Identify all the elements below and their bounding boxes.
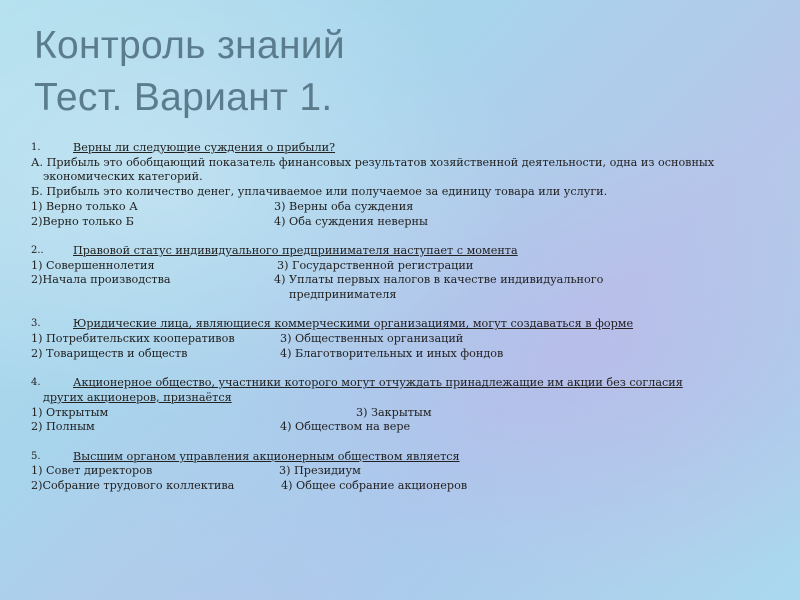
- answer-option-3: 3) Государственной регистрации: [277, 258, 474, 272]
- answer-row: [31, 215, 771, 230]
- answer-option-1: 1) Совершеннолетия: [31, 258, 155, 272]
- question-text: Верны ли следующие суждения о прибыли?: [73, 141, 336, 154]
- answer-row: [31, 273, 771, 288]
- question-3: [31, 317, 771, 332]
- answer-option-3: 3) Общественных организаций: [280, 332, 464, 346]
- question-text: Высшим органом управления акционерным обществом является: [73, 449, 460, 463]
- statement-a-continuation: экономических категорий.: [43, 170, 203, 184]
- answer-option-2: 2) Полным: [31, 420, 95, 434]
- question-number: 4.: [31, 377, 41, 389]
- answer-option-1: 1) Совет директоров: [31, 464, 153, 478]
- answer-option-3: 3) Президиум: [279, 464, 361, 478]
- answer-option-2: 2)Собрание трудового коллектива: [31, 479, 235, 493]
- slide-title: [34, 20, 345, 124]
- statement-a: А. Прибыль это обобщающий показатель финансовых результатов хозяйственной деятельности, одна из основных: [31, 155, 715, 169]
- question-5: [31, 450, 771, 465]
- answer-option-1: 1) Верно только А: [31, 199, 138, 213]
- question-text: Правовой статус индивидуального предпринимателя наступает с момента: [73, 243, 518, 257]
- answer-option-4: 4) Оба суждения неверны: [274, 214, 428, 228]
- answer-row: [31, 347, 771, 362]
- question-number: 2..: [31, 244, 44, 256]
- test-content: [31, 141, 771, 494]
- question-number: 1.: [31, 142, 41, 153]
- question-text-continuation: других акционеров, признаётся: [43, 390, 232, 404]
- answer-row: [31, 200, 771, 215]
- answer-option-3: 3) Закрытым: [356, 405, 432, 419]
- answer-option-1: 1) Потребительских кооперативов: [31, 332, 235, 346]
- answer-option-1: 1) Открытым: [31, 405, 109, 419]
- answer-option-2: 2) Товариществ и обществ: [31, 346, 188, 360]
- answer-row: [31, 259, 771, 274]
- question-number: 5.: [31, 450, 41, 462]
- question-text: Акционерное общество, участники которого могут отчуждать принадлежащие им акции без согласия: [73, 376, 683, 390]
- answer-option-3: 3) Верны оба суждения: [274, 199, 414, 213]
- answer-row: [31, 420, 771, 435]
- title-line-2: Тест. Вариант 1.: [34, 76, 333, 119]
- question-2: [31, 244, 771, 259]
- answer-row: [31, 406, 771, 421]
- answer-row: [31, 332, 771, 347]
- answer-row: [31, 479, 771, 494]
- title-line-1: Контроль знаний: [34, 24, 345, 67]
- answer-row: [31, 464, 771, 479]
- question-number: 3.: [31, 318, 41, 330]
- question-4: [31, 376, 771, 391]
- statement-b: Б. Прибыль это количество денег, уплачиваемое или получаемое за единицу товара или услуги.: [31, 185, 608, 199]
- answer-option-4-continuation: предпринимателя: [289, 288, 397, 302]
- answer-option-4: 4) Обществом на вере: [280, 420, 411, 434]
- answer-option-4: 4) Уплаты первых налогов в качестве индивидуального: [274, 273, 604, 287]
- answer-option-2: 2)Верно только Б: [31, 214, 134, 228]
- answer-option-2: 2)Начала производства: [31, 273, 171, 287]
- question-text: Юридические лица, являющиеся коммерческими организациями, могут создаваться в форме: [73, 317, 634, 331]
- answer-option-4: 4) Благотворительных и иных фондов: [280, 346, 504, 360]
- answer-option-4: 4) Общее собрание акционеров: [281, 479, 468, 493]
- question-1: [31, 141, 771, 156]
